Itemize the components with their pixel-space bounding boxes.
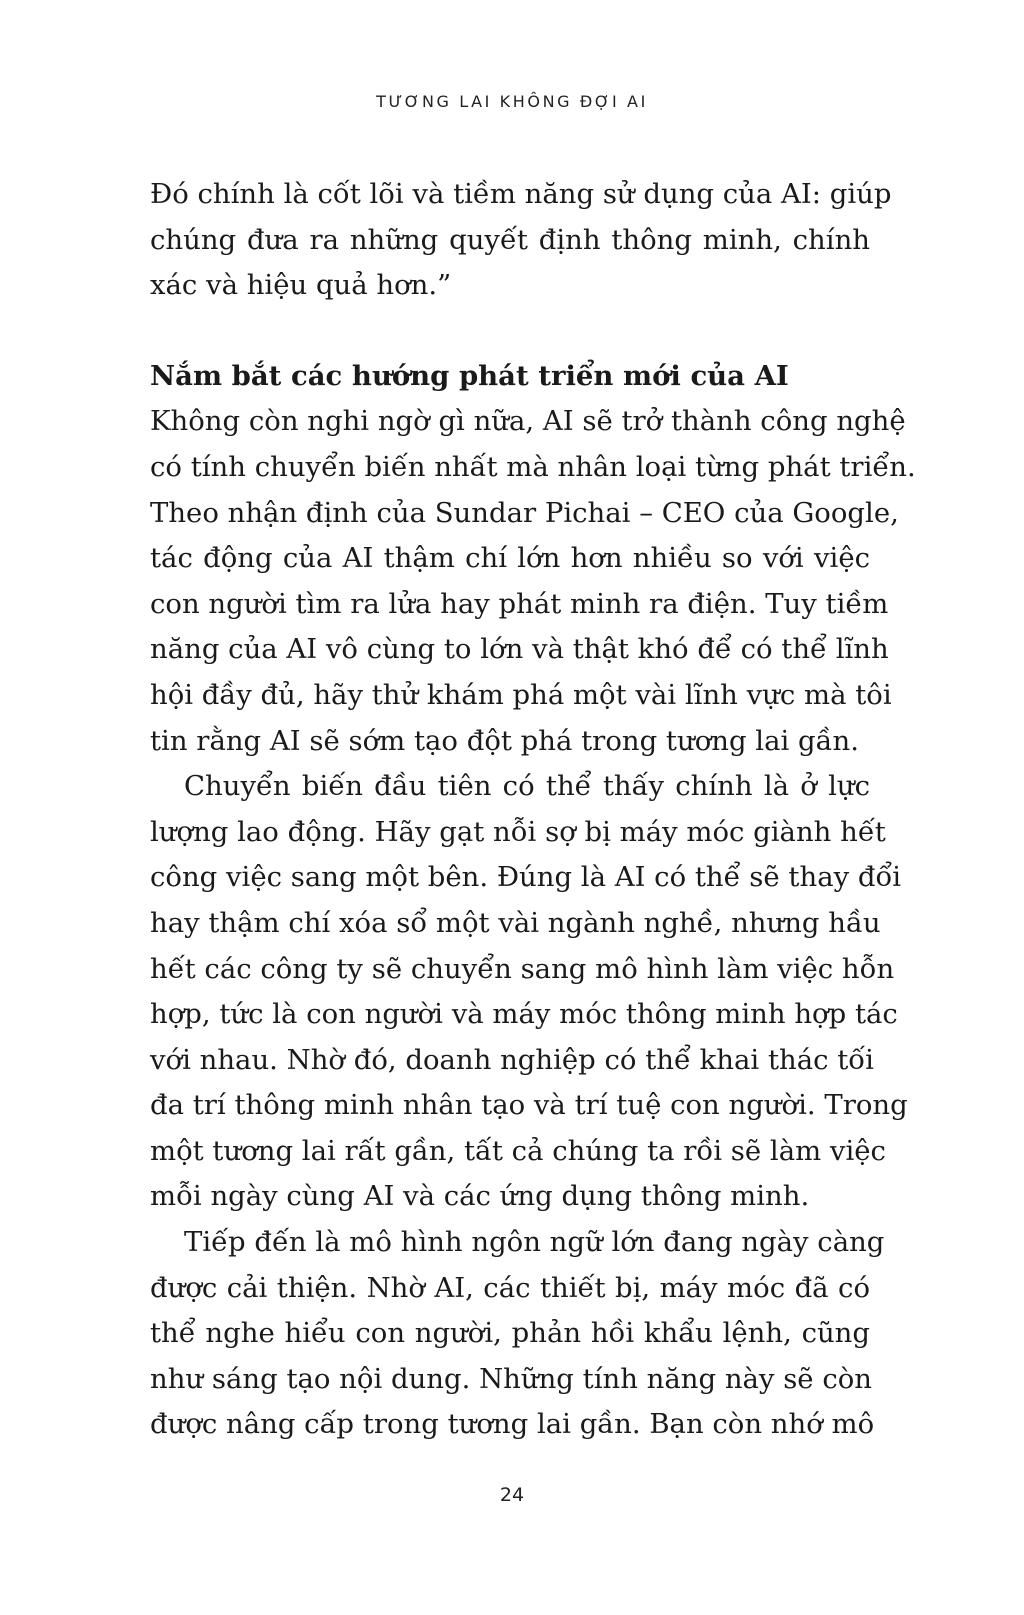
text-line: Đó chính là cốt lõi và tiềm năng sử dụng của AI: giúp [150,178,892,210]
text-line: xác và hiệu quả hơn.” [150,269,452,302]
text-line: con người tìm ra lửa hay phát minh ra điện. Tuy tiềm [150,587,889,620]
text-line: hợp, tức là con người và máy móc thông minh hợp tác [150,998,898,1031]
text-line: hết các công ty sẽ chuyển sang mô hình làm việc hỗn [150,952,895,985]
text-line: như sáng tạo nội dung. Những tính năng này sẽ còn [150,1362,872,1395]
text-line: tác động của AI thậm chí lớn hơn nhiều so với việc [150,542,870,575]
paragraph-workforce [150,764,908,1220]
text-line: có tính chuyển biến nhất mà nhân loại từng phát triển. [150,450,916,483]
text-line: được cải thiện. Nhờ AI, các thiết bị, máy móc đã có [150,1271,870,1304]
paragraph-language-models [150,1220,885,1448]
text-line: Theo nhận định của Sundar Pichai – CEO của Google, [150,496,899,529]
text-line: tin rằng AI sẽ sớm tạo đột phá trong tương lai gần. [150,724,859,757]
paragraph-quote-end [150,172,892,309]
text-line: mỗi ngày cùng AI và các ứng dụng thông minh. [150,1180,810,1213]
text-line: năng của AI vô cùng to lớn và thật khó để có thể lĩnh [150,633,889,666]
paragraph-intro [150,399,916,764]
page-body [150,172,916,1448]
text-line: lượng lao động. Hãy gạt nỗi sợ bị máy móc giành hết [150,815,886,848]
text-line: Tiếp đến là mô hình ngôn ngữ lớn đang ngày càng [184,1226,885,1259]
page-number: 24 [499,1484,525,1506]
text-line: hội đầy đủ, hãy thử khám phá một vài lĩnh vực mà tôi [150,678,892,711]
text-line: Không còn nghi ngờ gì nữa, AI sẽ trở thành công nghệ [150,405,906,438]
text-line: Chuyển biến đầu tiên có thể thấy chính là ở lực [184,770,870,803]
text-line: được nâng cấp trong tương lai gần. Bạn còn nhớ mô [150,1408,875,1441]
text-line: công việc sang một bên. Đúng là AI có thể sẽ thay đổi [150,861,902,894]
text-line: một tương lai rất gần, tất cả chúng ta rồi sẽ làm việc [150,1134,886,1167]
text-line: chúng đưa ra những quyết định thông minh, chính [150,223,870,256]
text-line: thể nghe hiểu con người, phản hồi khẩu lệnh, cũng [150,1317,870,1350]
section-heading: Nắm bắt các hướng phát triển mới của AI [150,359,789,392]
text-line: hay thậm chí xóa sổ một vài ngành nghề, nhưng hầu [150,906,881,939]
running-header: TƯƠNG LAI KHÔNG ĐỢI AI [376,92,648,111]
text-line: đa trí thông minh nhân tạo và trí tuệ con người. Trong [150,1089,908,1122]
text-line: với nhau. Nhờ đó, doanh nghiệp có thể khai thác tối [150,1043,874,1076]
